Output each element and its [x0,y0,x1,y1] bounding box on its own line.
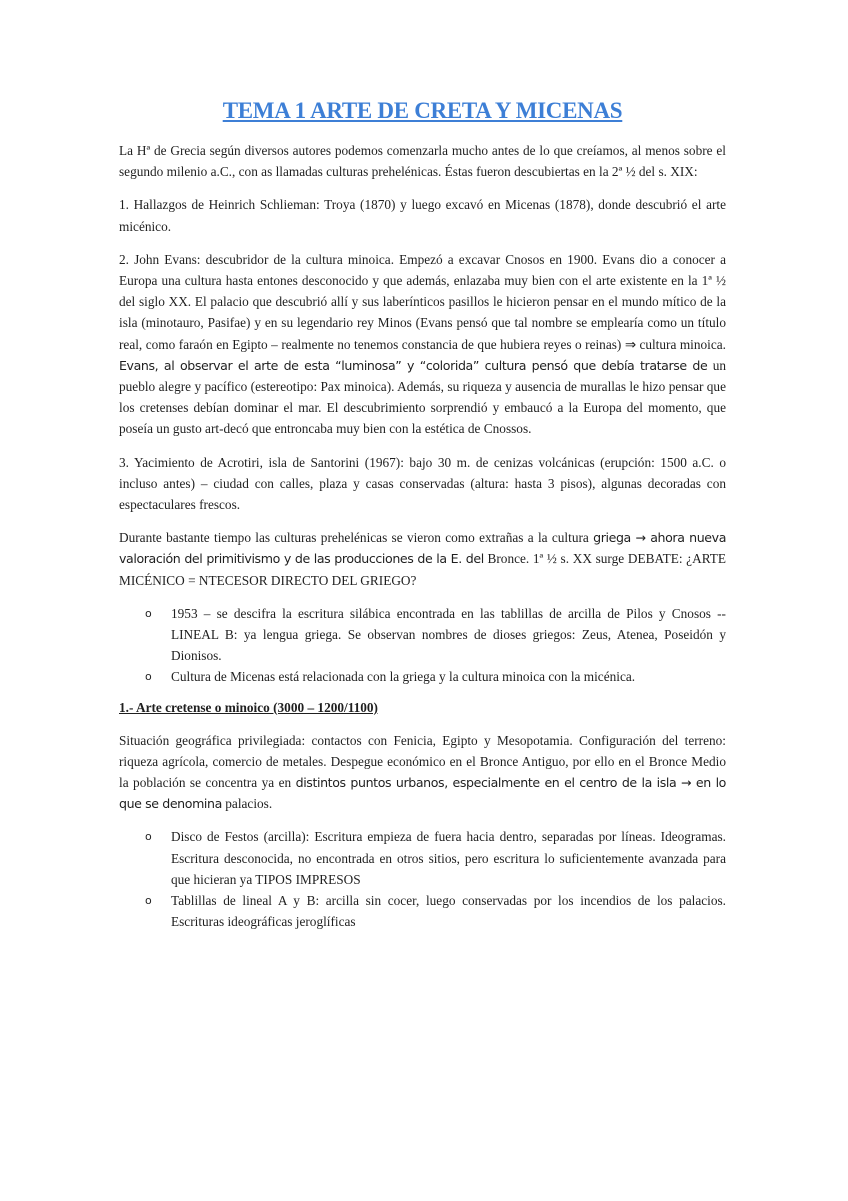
paragraph-situation [119,730,726,815]
section-heading-arte-cretense: 1.- Arte cretense o minoico (3000 – 1200/1100) [119,699,378,715]
debate-text-part-2: griega → ahora nueva valoración del primitivismo y de las producciones de la E. del [119,530,727,567]
situation-text-part-1: Situación geográfica privilegiada: contactos con Fenicia, Egipto y Mesopotamia. Configuración del terreno: riqueza agrícola, comercio de metales. Despegue económico en el Bronce Antiguo, por ello en el Bronce Medio la población se concentra ya en [119,732,726,791]
debate-text-part-3: Bronce. 1ª ½ s. XX surge DEBATE: ¿ARTE MICÉNICO = NTECESOR DIRECTO DEL GRIEGO? [119,551,727,588]
intro-paragraph: La Hª de Grecia según diversos autores podemos comenzarla mucho antes de lo que creíamos, al menos sobre el segundo milenio a.C., con as llamadas culturas prehelénicas. Éstas fueron descubiertas en la 2ª ½ del s. XIX: [119,143,726,180]
situation-text-part-3: palacios. [225,796,273,812]
evans-text-part-2: Evans, al observar el arte de esta “luminosa” y “colorida” cultura pensó que debía tratarse de [119,357,708,373]
list-item-text: Disco de Festos (arcilla): Escritura empieza de fuera hacia dentro, separadas por líneas. Ideogramas. Escritura desconocida, no encontrada en otros sitios, pero escritura lo suficientemente avanzada para que hicieran ya TIPOS IMPRESOS [171,829,726,887]
bullet-marker: o [145,830,152,844]
paragraph-debate [119,527,726,591]
bullet-list-escrituras [119,826,726,932]
list-item [119,603,726,667]
list-item [119,890,726,932]
list-item [119,826,726,890]
list-item [119,666,726,687]
paragraph-schlieman: 1. Hallazgos de Heinrich Schlieman: Troya (1870) y luego excavó en Micenas (1878), donde descubrió el arte micénico. [119,197,726,234]
bullet-list-micenas [119,603,726,688]
debate-text-part-1: Durante bastante tiempo las culturas prehelénicas se vieron como extrañas a la cultura [119,530,589,546]
paragraph-evans [119,249,726,440]
bullet-marker: o [145,606,152,620]
bullet-marker: o [145,670,152,684]
situation-text-part-2: distintos puntos urbanos, especialmente en el centro de la isla → en lo que se denomina [119,775,726,812]
evans-text-part-3: un pueblo alegre y pacífico (estereotipo: Pax minoica). Además, su riqueza y ausencia de murallas le hizo pensar que los cretenses debían dominar el mar. El descubrimiento sorprendió y embaucó a la Europa del momento, que poseía un gusto art-decó que entroncaba muy bien con la estética de Cnossos. [119,357,727,437]
paragraph-acrotiri: 3. Yacimiento de Acrotiri, isla de Santorini (1967): bajo 30 m. de cenizas volcánicas (erupción: 1500 a.C. o incluso antes) – ciudad con calles, plaza y casas conservadas (altura: hasta 3 pisos), algunas decoradas con espectaculares frescos. [119,454,726,513]
list-item-text: Cultura de Micenas está relacionada con la griega y la cultura minoica con la micénica. [171,669,636,685]
list-item-text: Tablillas de lineal A y B: arcilla sin cocer, luego conservadas por los incendios de los palacios. Escrituras ideográficas jeroglíficas [171,893,726,930]
bullet-marker: o [145,894,152,908]
list-item-text: 1953 – se descifra la escritura silábica encontrada en las tablillas de arcilla de Pilos y Cnosos -- LINEAL B: ya lengua griega. Se observan nombres de dioses griegos: Zeus, Atenea, Poseidón y Dionisos. [171,605,726,664]
evans-text-part-1: 2. John Evans: descubridor de la cultura minoica. Empezó a excavar Cnosos en 1900. Evans dio a conocer a Europa una cultura hasta entones desconocido y que además, enlazaba muy bien con el arte existente en la 1ª ½ del siglo XX. El palacio que descubrió allí y sus laberínticos pasillos le hicieron pensar en el mundo mítico de la isla (minotauro, Pasifae) y en su legendario rey Minos (Evans pensó que tal nombre se emplearía como un título real, como faraón en Egipto – realmente no tenemos constancia de que hubiera reyes o reinas) ⇒ cultura minoica. [119,251,726,352]
page-title: TEMA 1 ARTE DE CRETA Y MICENAS [222,98,623,123]
